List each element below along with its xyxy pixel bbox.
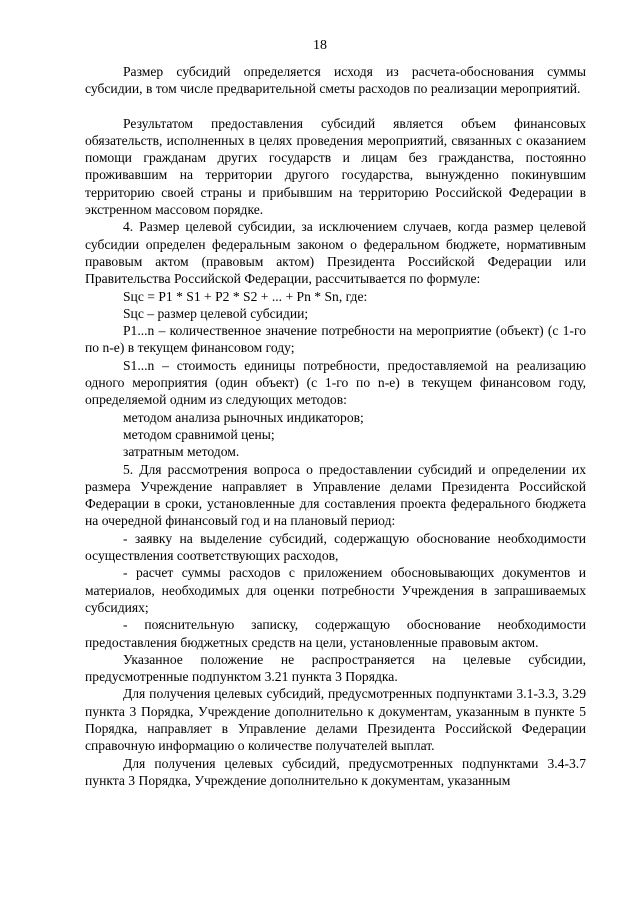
method-cost: затратным методом. (123, 444, 240, 460)
document-body (85, 63, 586, 789)
method-market-indicators: методом анализа рыночных индикаторов; (123, 409, 364, 425)
paragraph-subitems-3-1: Для получения целевых субсидий, предусмотренных подпунктами 3.1-3.3, 3.29 пункта 3 Порядка, Учреждение дополнительно к документам, указанным в пункте 5 Порядка, направляет в Управление делами Президента Российской Федерации справочную информацию о количестве получателей выплат. (85, 686, 586, 754)
formula: Sцс = P1 * S1 + P2 * S2 + ... + Pn * Sn, где: (123, 288, 368, 304)
list-item-explanatory-note: - пояснительную записку, содержащую обоснование необходимости предоставления бюджетных средств на цели, установленные правовым актом. (85, 617, 586, 650)
paragraph-item-4: 4. Размер целевой субсидии, за исключением случаев, когда размер целевой субсидии определен федеральным законом о федеральном бюджете, нормативным правовым актом (правовым актом) Президента Российской Федерации или Правительства Российской Федерации, рассчитывается по формуле: (85, 219, 586, 287)
list-item-application: - заявку на выделение субсидий, содержащую обоснование необходимости осуществления соответствующих расходов, (85, 530, 586, 564)
formula-definition-s: Sцс – размер целевой субсидии; (123, 305, 309, 321)
paragraph-subitems-3-4: Для получения целевых субсидий, предусмотренных подпунктами 3.4-3.7 пункта 3 Порядка, Учреждение дополнительно к документам, указанным (85, 755, 586, 788)
formula-definition-s1n: S1...n – стоимость единицы потребности, предоставляемой на реализацию одного мероприятия (один объект) (с 1-го по n-е) в текущем финансовом году, определяемой одним из следующих методов: (85, 357, 586, 408)
paragraph-item-5: 5. Для рассмотрения вопроса о предоставлении субсидий и определении их размера Учреждение направляет в Управление делами Президента Российской Федерации в сроки, установленные для составления проекта федерального бюджета на очередной финансовый год и на плановый период: (85, 461, 586, 529)
formula-definition-p: P1...n – количественное значение потребности на мероприятие (объект) (с 1-го по n-е) в текущем финансовом году; (85, 323, 586, 356)
method-comparable-price: методом сравнимой цены; (123, 426, 275, 442)
paragraph-subsidy-size: Размер субсидий определяется исходя из расчета-обоснования суммы субсидии, в том числе предварительной сметы расходов по реализации мероприятий. (85, 64, 586, 97)
paragraph-exception: Указанное положение не распространяется на целевые субсидии, предусмотренные подпунктом 3.21 пункта 3 Порядка. (85, 651, 586, 685)
list-item-calculation: - расчет суммы расходов с приложением обосновывающих документов и материалов, необходимых для оценки потребности Учреждения в запрашиваемых субсидиях; (85, 565, 586, 615)
page-number: 18 (313, 38, 327, 53)
paragraph-result: Результатом предоставления субсидий является объем финансовых обязательств, исполненных в целях проведения мероприятий, связанных с оказанием помощи гражданам других государств и лицам без гражданства, постоянно проживавшим на территории другого государства, вынужденно покинувшим территорию своей страны и прибывшим на территорию Российской Федерации в экстренном массовом порядке. (85, 115, 586, 218)
